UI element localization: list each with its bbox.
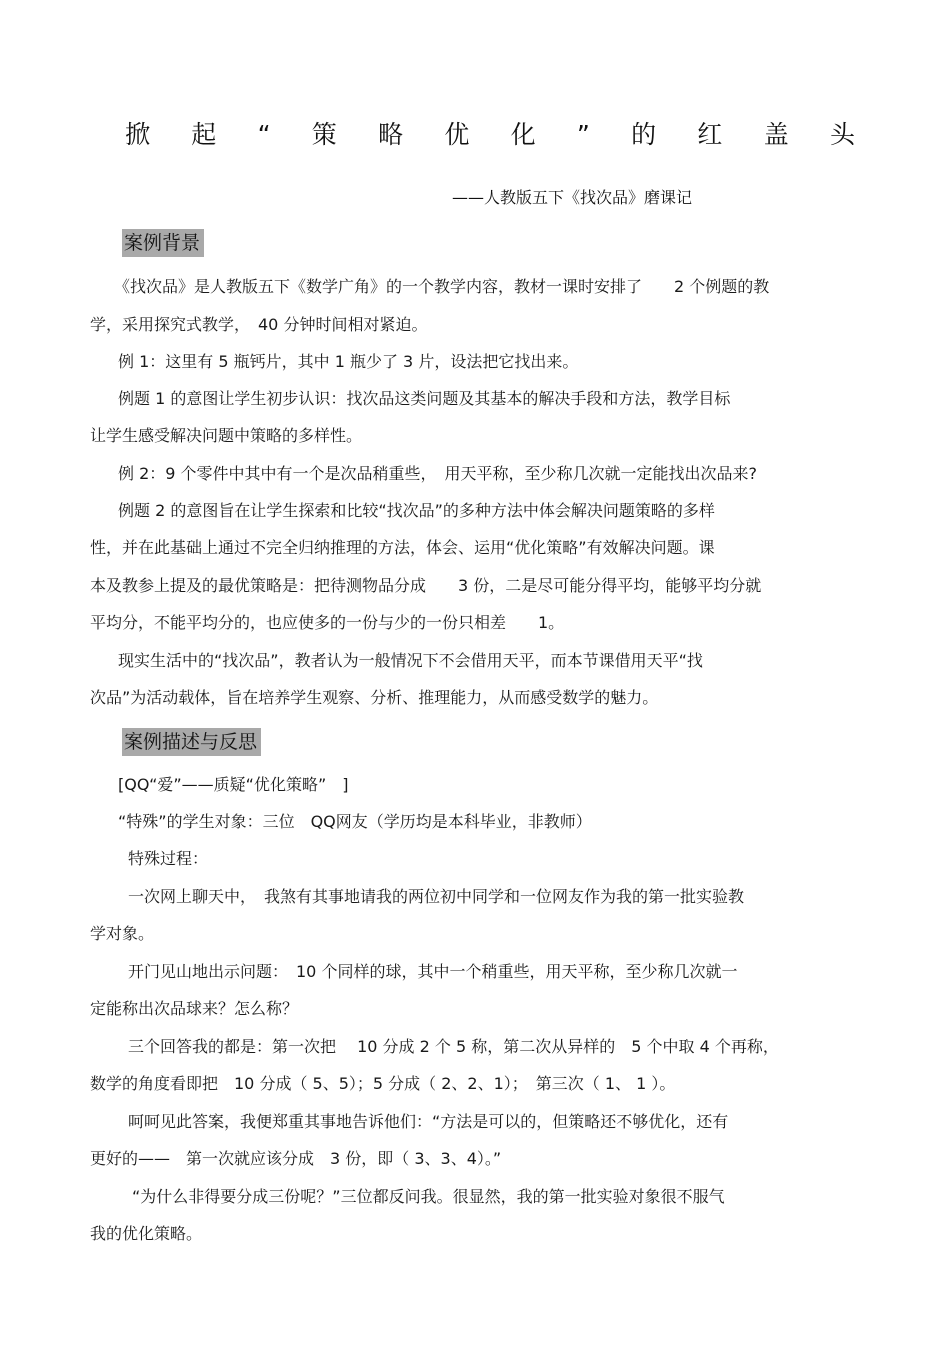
title-char: 头 [829, 120, 855, 149]
paragraph-line: 性，并在此基础上通过不完全归纳推理的方法，体会、运用“优化策略”有效解决问题。课 [90, 538, 715, 557]
title-char: 略 [378, 120, 404, 149]
paragraph-line: 现实生活中的“找次品”，教者认为一般情况下不会借用天平，而本节课借用天平“找 [118, 651, 703, 670]
title-char: 的 [631, 120, 657, 149]
paragraph-line: 呵呵见此答案，我便郑重其事地告诉他们：“方法是可以的，但策略还不够优化，还有 [128, 1112, 729, 1131]
paragraph-line: 例题 1 的意图让学生初步认识：找次品这类问题及其基本的解决手段和方法，教学目标 [118, 389, 731, 408]
title-char: 化 [510, 120, 536, 149]
paragraph-line: “特殊”的学生对象：三位 QQ网友（学历均是本科毕业，非教师） [118, 812, 592, 831]
paragraph-line: 学，采用探究式教学， 40 分钟时间相对紧迫。 [90, 315, 428, 334]
section-heading-description: 案例描述与反思 [122, 728, 261, 756]
title-char: “ [257, 120, 271, 149]
paragraph-line: 开门见山地出示问题： 10 个同样的球，其中一个稍重些，用天平称，至少称几次就一 [128, 962, 738, 981]
document-title [125, 118, 855, 152]
paragraph-line: 例题 2 的意图旨在让学生探索和比较“找次品”的多种方法中体会解决问题策略的多样 [118, 501, 715, 520]
paragraph-line: “为什么非得要分成三份呢？”三位都反问我。很显然，我的第一批实验对象很不服气 [132, 1187, 725, 1206]
paragraph-line: 例 1：这里有 5 瓶钙片，其中 1 瓶少了 3 片，设法把它找出来。 [118, 352, 579, 371]
paragraph-line: 更好的—— 第一次就应该分成 3 份，即（ 3、3、4）。” [90, 1149, 502, 1168]
paragraph-line: 《找次品》是人教版五下《数学广角》的一个教学内容，教材一课时安排了 2 个例题的教 [114, 277, 770, 296]
paragraph-line: 让学生感受解决问题中策略的多样性。 [90, 426, 363, 445]
paragraph-line: 三个回答我的都是：第一次把 10 分成 2 个 5 称，第二次从异样的 5 个中取 4 个再称， [128, 1037, 779, 1056]
paragraph-line: 特殊过程： [128, 849, 209, 868]
title-char: 红 [697, 120, 723, 149]
title-char: ” [576, 120, 590, 149]
paragraph-line: 数学的角度看即把 10 分成（ 5、5）；5 分成（ 2、2、1）； 第三次（ 1、 1 ）。 [90, 1074, 676, 1093]
title-char: 策 [311, 120, 337, 149]
paragraph-line: 学对象。 [90, 924, 155, 943]
title-char: 盖 [763, 120, 789, 149]
section-heading-background: 案例背景 [122, 229, 204, 257]
paragraph-line: 我的优化策略。 [90, 1224, 203, 1243]
paragraph-line: 平均分，不能平均分的，也应使多的一份与少的一份只相差 1。 [90, 613, 565, 632]
paragraph-line: [QQ“爱”——质疑“优化策略” ] [118, 775, 349, 794]
title-char: 优 [444, 120, 470, 149]
document-subtitle: ——人教版五下《找次品》磨课记 [452, 188, 693, 207]
paragraph-line: 例 2：9 个零件中其中有一个是次品稍重些， 用天平称，至少称几次就一定能找出次品来? [118, 464, 758, 483]
paragraph-line: 本及教参上提及的最优策略是：把待测物品分成 3 份，二是尽可能分得平均，能够平均分就 [90, 576, 762, 595]
paragraph-line: 定能称出次品球来？怎么称？ [90, 999, 299, 1018]
paragraph-line: 一次网上聊天中， 我煞有其事地请我的两位初中同学和一位网友作为我的第一批实验教 [128, 887, 745, 906]
title-char: 起 [191, 120, 217, 149]
title-char: 掀 [125, 120, 151, 149]
paragraph-line: 次品”为活动载体，旨在培养学生观察、分析、推理能力，从而感受数学的魅力。 [90, 688, 659, 707]
